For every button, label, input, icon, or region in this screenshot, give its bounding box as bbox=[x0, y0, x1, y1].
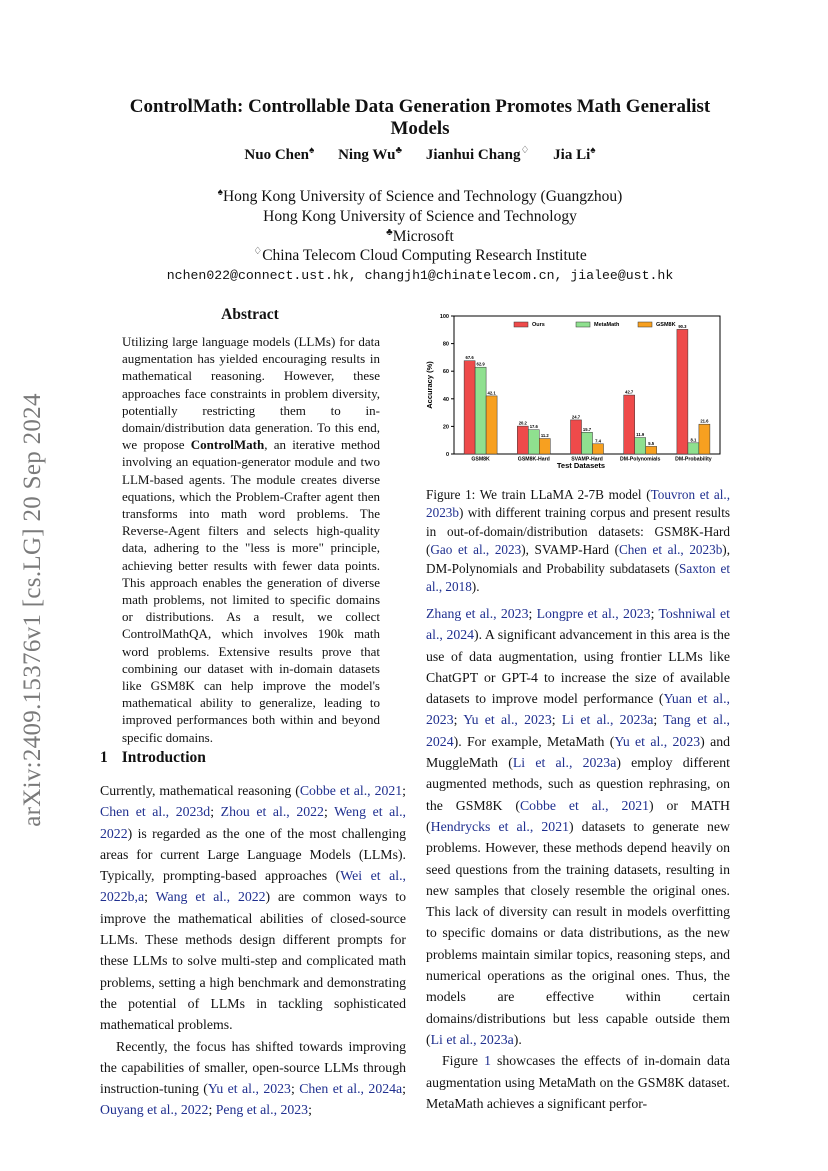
data-label: 42.1 bbox=[487, 390, 496, 396]
arxiv-id-text: arXiv:2409.15376v1 [cs.LG] 20 Sep 2024 bbox=[19, 393, 46, 827]
abstract-body: Utilizing large language models (LLMs) for data augmentation has yielded encouraging results in mathematical reasoning. However, these approaches face constraints in problem diversity, potentially restricting them to in-domain/distribution data generation. To this end, we propose ControlMath, an iterative method involving an equation-generator module and two LLM-based agents. The module creates diverse equations, which the Problem-Crafter agent then transforms into math word problems. The Reverse-Agent filters and selects high-quality data, adhering to the "less is more" principle, achieving better results with fewer data points. This approach enables the generation of diverse math problems, not limited to specific domains or distributions. As a result, we collect ControlMathQA, which involves 190k math word problems. Extensive results prove that combining our dataset with in-domain datasets like GSM8K can help improve the model's mathematical ability to generalize, leading to improved performances both within and beyond specific domains. bbox=[122, 334, 380, 745]
bar bbox=[646, 446, 657, 454]
data-label: 7.4 bbox=[595, 438, 601, 444]
x-tick-label: SVAMP-Hard bbox=[571, 456, 603, 463]
data-label: 11.9 bbox=[636, 432, 645, 438]
citation-link[interactable]: Yu et al., 2023 bbox=[463, 712, 552, 728]
x-tick-label: GSM8K bbox=[471, 456, 490, 463]
bar bbox=[688, 443, 699, 454]
citation-link[interactable]: Chen et al., 2023d bbox=[100, 804, 211, 820]
citation-link[interactable]: Zhou et al., 2022 bbox=[220, 804, 324, 820]
data-label: 15.7 bbox=[582, 426, 592, 432]
bar bbox=[486, 396, 497, 454]
data-label: 5.5 bbox=[648, 440, 655, 446]
citation-link[interactable]: Gao et al., 2023 bbox=[430, 542, 522, 558]
author: Ning Wu♣ bbox=[338, 145, 403, 163]
citation-link[interactable]: Li et al., 2023a bbox=[430, 1031, 514, 1047]
y-tick-label: 40 bbox=[442, 396, 449, 403]
citation-link[interactable]: Zhang et al., 2023 bbox=[426, 606, 529, 621]
bar bbox=[528, 430, 539, 454]
legend-entry: MetaMath bbox=[594, 322, 620, 328]
y-axis-label: Accuracy (%) bbox=[425, 361, 434, 409]
citation-link[interactable]: Chen et al., 2024a bbox=[299, 1081, 403, 1097]
affiliation: Hong Kong University of Science and Technology bbox=[263, 207, 577, 225]
author: Jianhui Chang♢ bbox=[425, 145, 530, 163]
legend-swatch bbox=[514, 322, 528, 327]
bar bbox=[464, 361, 475, 454]
x-tick-label: DM-Probability bbox=[675, 456, 712, 463]
paragraph: Figure 1 showcases the effects of in-domain data augmentation using MetaMath on the GSM8K dataset. MetaMath achieves a significant perfor- bbox=[426, 1053, 730, 1111]
author: Nuo Chen♠ bbox=[244, 145, 315, 163]
bar bbox=[677, 329, 688, 454]
figure-1-chart bbox=[418, 308, 730, 476]
y-tick-label: 0 bbox=[445, 452, 449, 458]
citation-link[interactable]: Cobbe et al., 2021 bbox=[299, 783, 403, 798]
citation-link[interactable]: Yuan et al., 2023 bbox=[426, 691, 730, 728]
data-label: 20.2 bbox=[518, 420, 527, 426]
data-label: 62.9 bbox=[476, 361, 485, 367]
paper-title: ControlMath: Controllable Data Generation Promotes Math Generalist Models bbox=[129, 96, 711, 139]
author-emails: nchen022@connect.ust.hk, changjh1@chinatelecom.cn, jialee@ust.hk bbox=[166, 268, 674, 284]
bar bbox=[635, 438, 646, 454]
affiliations bbox=[100, 187, 740, 286]
bar bbox=[624, 395, 635, 454]
citation-link[interactable]: Saxton et al., 2018 bbox=[426, 560, 730, 595]
data-label: 67.6 bbox=[465, 355, 474, 361]
data-label: 17.6 bbox=[529, 424, 538, 430]
paragraph: Zhang et al., 2023; Longpre et al., 2023; Toshniwal et al., 2024). A significant advancement in this area is the use of data augmentation, using frontier LLMs like ChatGPT or GPT-4 to increase the size of available datasets to improve model performance (Yuan et al., 2023; Yu et al., 2023; Li et al., 2023a; Tang et al., 2024). For example, MetaMath (Yu et al., 2023) and MuggleMath (Li et al., 2023a) employ different augmented methods, such as question rephrasing, on the GSM8K (Cobbe et al., 2021) or MATH (Hendrycks et al., 2021) datasets to generate new problems. However, these methods depend heavily on seed questions from the training datasets, resulting in new samples that closely resemble the original ones. This lack of diversity can result in models overfitting to specific domains or data distributions, as the new problems maintain similar topics, reasoning steps, and numerical operations as the original ones. Thus, the models are effective within certain domains/distributions but less capable outside them (Li et al., 2023a). bbox=[426, 606, 731, 1047]
affiliation: ♢China Telecom Cloud Computing Research Institute bbox=[253, 246, 587, 265]
section-heading-introduction: 1 Introduction bbox=[100, 749, 206, 766]
data-label: 21.6 bbox=[700, 418, 709, 424]
citation-link[interactable]: Longpre et al., 2023 bbox=[536, 606, 651, 621]
data-label: 24.7 bbox=[571, 414, 581, 420]
bar bbox=[571, 420, 582, 454]
legend-swatch bbox=[576, 322, 590, 327]
data-label: 42.7 bbox=[625, 389, 634, 395]
data-label: 90.3 bbox=[678, 323, 687, 329]
arxiv-side-label bbox=[8, 365, 58, 855]
y-tick-label: 80 bbox=[442, 341, 449, 348]
legend-entry: Ours bbox=[532, 322, 545, 328]
x-tick-label: DM-Polynomials bbox=[620, 456, 661, 463]
citation-link[interactable]: Yu et al., 2023 bbox=[614, 733, 701, 749]
data-label: 8.1 bbox=[690, 437, 697, 443]
citation-link[interactable]: Ouyang et al., 2022 bbox=[100, 1102, 209, 1118]
bar bbox=[699, 424, 710, 454]
y-tick-label: 20 bbox=[442, 424, 449, 431]
author: Jia Li♠ bbox=[553, 145, 596, 163]
intro-left-column bbox=[100, 780, 406, 1121]
affiliation: ♠Hong Kong University of Science and Technology (Guangzhou) bbox=[217, 186, 623, 205]
bar bbox=[475, 367, 486, 454]
affiliation: ♣Microsoft bbox=[386, 226, 454, 245]
abstract-heading: Abstract bbox=[221, 306, 279, 323]
paragraph: Recently, the focus has shifted towards improving the capabilities of smaller, open-source LLMs through instruction-tuning (Yu et al., 2023; Chen et al., 2024a; Ouyang et al., 2022; Peng et al., 2023; bbox=[100, 1038, 406, 1118]
citation-link[interactable]: Wang et al., 2022 bbox=[155, 889, 266, 905]
citation-link[interactable]: Touvron et al., 2023b bbox=[426, 487, 731, 521]
x-tick-label: GSM8K-Hard bbox=[517, 456, 550, 463]
citation-link[interactable]: Peng et al., 2023 bbox=[215, 1102, 309, 1118]
citation-link[interactable]: Wei et al., 2022b,a bbox=[100, 868, 406, 905]
bar bbox=[539, 439, 550, 454]
citation-link[interactable]: Li et al., 2023a bbox=[561, 712, 654, 728]
y-tick-label: 100 bbox=[439, 314, 449, 320]
bar bbox=[582, 432, 593, 454]
legend-swatch bbox=[638, 322, 652, 327]
author-list bbox=[100, 147, 740, 164]
bar-chart-svg bbox=[418, 308, 730, 476]
citation-link[interactable]: Li et al., 2023a bbox=[512, 755, 617, 771]
figure-reference-link[interactable]: 1 bbox=[484, 1053, 491, 1069]
citation-link[interactable]: Tang et al., 2024 bbox=[426, 712, 730, 749]
legend-entry: GSM8K bbox=[656, 322, 676, 328]
citation-link[interactable]: Chen et al., 2023b bbox=[619, 542, 723, 558]
citation-link[interactable]: Weng et al., 2022 bbox=[100, 804, 406, 841]
intro-right-column bbox=[426, 603, 730, 1114]
data-label: 11.2 bbox=[540, 433, 549, 439]
bar bbox=[517, 426, 528, 454]
y-tick-label: 60 bbox=[442, 369, 449, 376]
x-axis-label: Test Datasets bbox=[556, 461, 606, 470]
paragraph: Currently, mathematical reasoning (Cobbe et al., 2021; Chen et al., 2023d; Zhou et al., 2022; Weng et al., 2022) is regarded as the one of the most challenging areas for current Large Language Models (LLMs). Typically, prompting-based approaches (Wei et al., 2022b,a; Wang et al., 2022) are common ways to improve the mathematical abilities of closed-source LLMs. These methods design different prompts for these LLMs to solve multi-step and complicated math problems, setting a high benchmark and demonstrating the potential of LLMs in tackling sophisticated mathematical problems. bbox=[100, 783, 407, 1033]
figure-1-caption: Figure 1: We train LLaMA 2-7B model (Touvron et al., 2023b) with different training corpus and present results in out-of-domain/distribution datasets: GSM8K-Hard (Gao et al., 2023), SVAMP-Hard (Chen et al., 2023b), DM-Polynomials and Probability subdatasets (Saxton et al., 2018). bbox=[426, 487, 731, 595]
citation-link[interactable]: Toshniwal et al., 2024 bbox=[426, 606, 730, 643]
citation-link[interactable]: Yu et al., 2023 bbox=[207, 1081, 291, 1097]
citation-link[interactable]: Cobbe et al., 2021 bbox=[519, 797, 650, 813]
bar bbox=[593, 444, 604, 454]
citation-link[interactable]: Hendrycks et al., 2021 bbox=[430, 818, 569, 834]
